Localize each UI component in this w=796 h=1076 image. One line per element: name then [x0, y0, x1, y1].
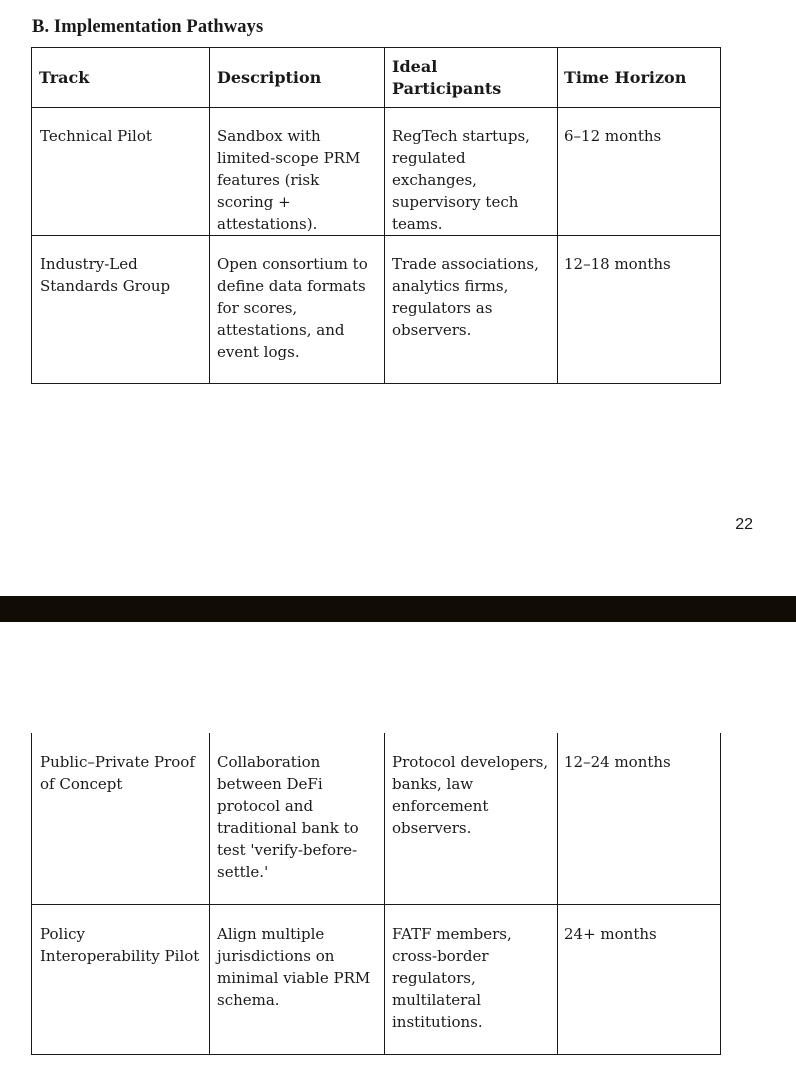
cell-horizon: 24+ months: [558, 904, 721, 1054]
cell-description: Sandbox with limited-scope PRM features (risk scoring + attestations).: [210, 108, 385, 236]
cell-participants: Protocol developers, banks, law enforcement observers.: [385, 733, 558, 904]
table-row: [32, 108, 721, 236]
page-number: 22: [735, 516, 753, 533]
cell-horizon: 12–24 months: [558, 733, 721, 904]
table-row: [32, 236, 721, 384]
cell-participants: RegTech startups, regulated exchanges, supervisory tech teams.: [385, 108, 558, 236]
cell-participants: FATF members, cross-border regulators, multilateral institutions.: [385, 904, 558, 1054]
table-header-row: [32, 48, 721, 108]
cell-description: Open consortium to define data formats for scores, attestations, and event logs.: [210, 236, 385, 384]
cell-track: Public–Private Proof of Concept: [32, 733, 210, 904]
header-description: Description: [210, 48, 385, 108]
table-row: [32, 904, 721, 1054]
cell-description: Collaboration between DeFi protocol and traditional bank to test 'verify-before-settle.': [210, 733, 385, 904]
cell-participants: Trade associations, analytics firms, regulators as observers.: [385, 236, 558, 384]
section-heading: B. Implementation Pathways: [32, 17, 264, 37]
implementation-pathways-table: [31, 47, 721, 384]
cell-track: Industry-Led Standards Group: [32, 236, 210, 384]
cell-track: Technical Pilot: [32, 108, 210, 236]
cell-horizon: 12–18 months: [558, 236, 721, 384]
cell-track: Policy Interoperability Pilot: [32, 904, 210, 1054]
table-row: [32, 733, 721, 904]
cell-horizon: 6–12 months: [558, 108, 721, 236]
header-ideal-participants: Ideal Participants: [385, 48, 558, 108]
implementation-pathways-table-continued: [31, 733, 721, 1055]
cell-description: Align multiple jurisdictions on minimal viable PRM schema.: [210, 904, 385, 1054]
page-break-divider: [0, 596, 796, 622]
header-track: Track: [32, 48, 210, 108]
header-time-horizon: Time Horizon: [558, 48, 721, 108]
